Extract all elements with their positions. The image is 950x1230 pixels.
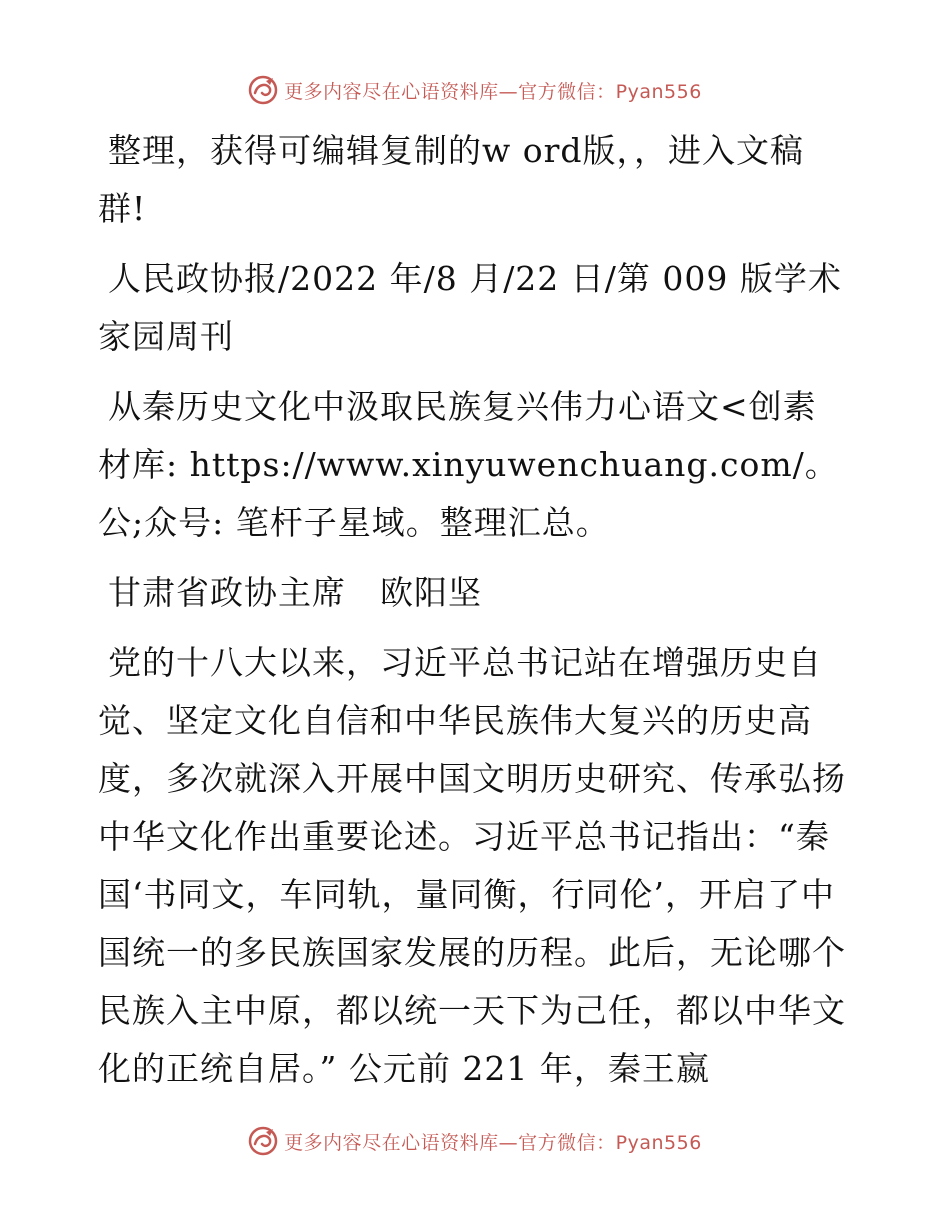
red-swirl-logo-icon	[248, 75, 278, 105]
banner-text: 更多内容尽在心语资料库—官方微信：Pyan556	[284, 80, 702, 103]
header-watermark-banner	[0, 70, 950, 110]
paragraph-title: 从秦历史文化中汲取民族复兴伟力心语文<创素材库: https://www.xinyuwenchuang.com/。公;众号: 笔杆子星域。整理汇总。	[98, 387, 839, 542]
paragraph-author: 甘肃省政协主席 欧阳坚	[108, 573, 482, 612]
footer-watermark-banner	[0, 1121, 950, 1161]
paragraph-intro: 整理，获得可编辑复制的w ord版，，进入文稿群!	[98, 131, 805, 228]
red-swirl-logo-icon	[248, 1126, 278, 1156]
banner-text: 更多内容尽在心语资料库—官方微信：Pyan556	[284, 1131, 702, 1154]
document-body	[98, 122, 848, 1110]
paragraph-source: 人民政协报/2022 年/8 月/22 日/第 009 版学术家园周刊	[98, 259, 842, 356]
paragraph-body: 党的十八大以来，习近平总书记站在增强历史自觉、坚定文化自信和中华民族伟大复兴的历史高度，多次就深入开展中国文明历史研究、传承弘扬中华文化作出重要论述。习近平总书记指出：“秦国‘书同文，车同轨，量同衡，行同伦’，开启了中国统一的多民族国家发展的历程。此后，无论哪个民族入主中原，都以统一天下为己任，都以中华文化的正统自居。” 公元前 221 年，秦王嬴	[98, 643, 846, 1088]
